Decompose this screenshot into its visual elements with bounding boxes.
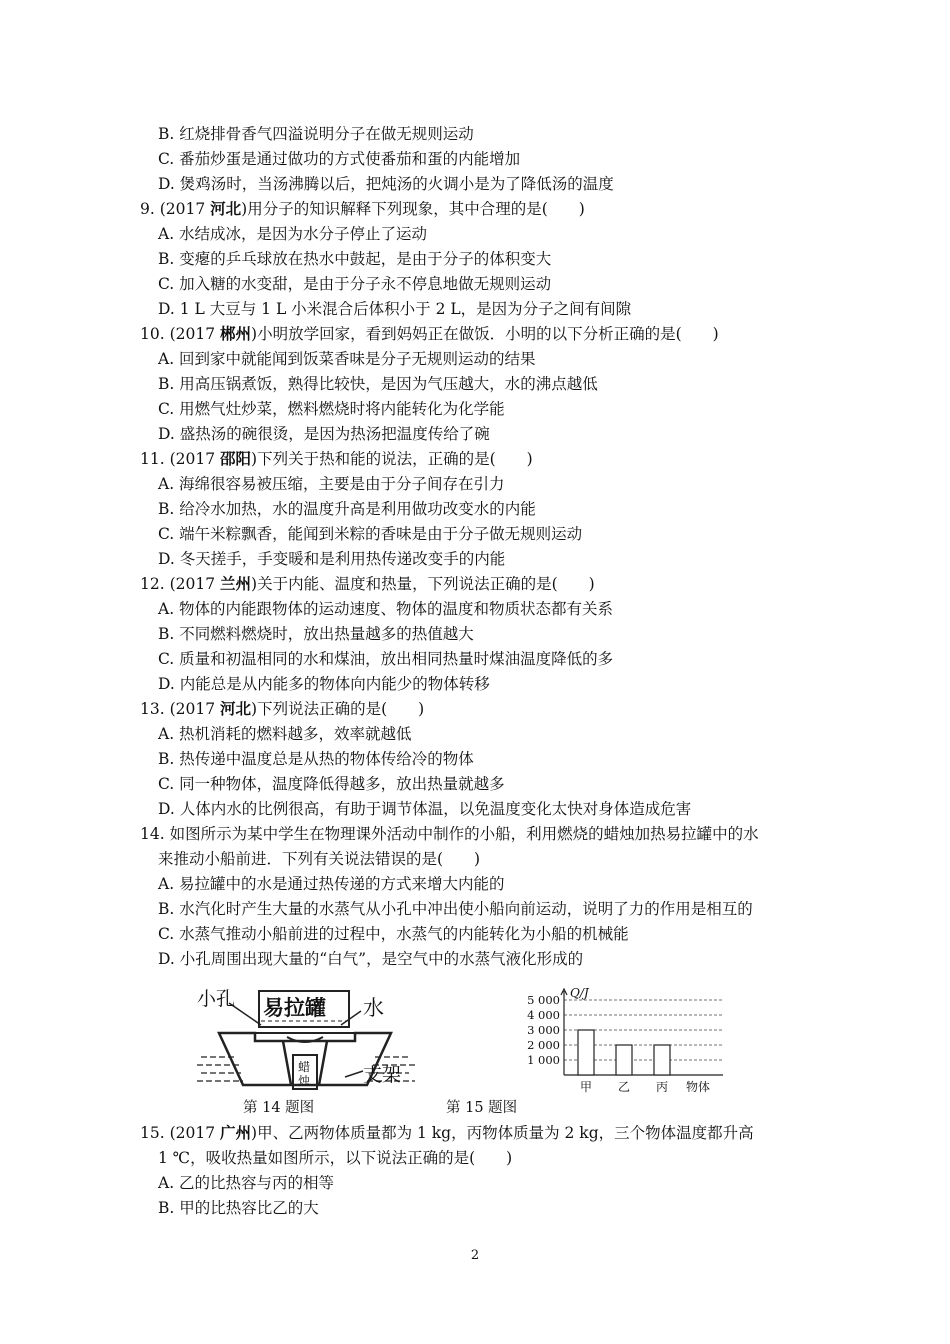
q12-option-b: B. 不同燃料燃烧时，放出热量越多的热值越大 [158,625,474,643]
q14-stem-line1: 14. 如图所示为某中学生在物理课外活动中制作的小船，利用燃烧的蜡烛加热易拉罐中的水 [140,825,759,843]
q12-stem: 12. (2017 兰州)关于内能、温度和热量，下列说法正确的是( ) [140,574,595,593]
q15-stem-line2: 1 ℃，吸收热量如图所示，以下说法正确的是( ) [158,1149,513,1167]
q9-stem: 9. (2017 河北)用分子的知识解释下列现象，其中合理的是( ) [140,199,585,218]
label-stand: 支架 [363,1064,402,1086]
y-tick-label: 5 000 [527,993,560,1007]
y-axis-label: Q/J [570,986,589,1000]
q13-option-b: B. 热传递中温度总是从热的物体传给冷的物体 [158,750,474,768]
y-tick-label: 2 000 [527,1038,560,1052]
q10-option-b: B. 用高压锅煮饭，熟得比较快，是因为气压越大，水的沸点越低 [158,375,598,393]
q12-option-a: A. 物体的内能跟物体的运动速度、物体的温度和物质状态都有关系 [158,600,614,618]
y-tick-label: 3 000 [527,1023,560,1037]
q9-option-d: D. 1 L 大豆与 1 L 小米混合后体积小于 2 L，是因为分子之间有间隙 [158,300,632,318]
q14-option-d: D. 小孔周围出现大量的“白气”，是空气中的水蒸气液化形成的 [158,950,584,968]
heat-bar-chart [518,985,723,1097]
q9-option-b: B. 变瘪的乒乓球放在热水中鼓起，是由于分子的体积变大 [158,250,552,268]
q15-stem: 15. (2017 广州)甲、乙两物体质量都为 1 kg，丙物体质量为 2 kg，三个物体温度都升高 [140,1123,754,1142]
bar-2 [616,1045,632,1075]
q8-option-d: D. 煲鸡汤时，当汤沸腾以后，把炖汤的火调小是为了降低汤的温度 [158,175,614,193]
q14-option-a: A. 易拉罐中的水是通过热传递的方式来增大内能的 [158,875,505,893]
q8-option-b: B. 红烧排骨香气四溢说明分子在做无规则运动 [158,125,474,143]
q15-option-a: A. 乙的比热容与丙的相等 [158,1174,335,1192]
bar-1 [578,1030,594,1075]
y-tick-label: 1 000 [527,1053,560,1067]
label-can: 易拉罐 [263,996,326,1020]
q8-option-c: C. 番茄炒蛋是通过做功的方式使番茄和蛋的内能增加 [158,150,521,168]
boat-diagram [195,985,425,1097]
q9-option-c: C. 加入糖的水变甜，是由于分子永不停息地做无规则运动 [158,275,552,293]
figure-14-caption: 第 14 题图 [243,1100,315,1116]
y-tick-label: 4 000 [527,1008,560,1022]
x-category-label: 甲 [579,1080,593,1094]
q11-option-a: A. 海绵很容易被压缩，主要是由于分子间存在引力 [158,475,505,493]
q14-option-c: C. 水蒸气推动小船前进的过程中，水蒸气的内能转化为小船的机械能 [158,925,629,943]
q13-stem: 13. (2017 河北)下列说法正确的是( ) [140,699,425,718]
q13-option-d: D. 人体内水的比例很高，有助于调节体温，以免温度变化太快对身体造成危害 [158,800,692,818]
q12-option-c: C. 质量和初温相同的水和煤油，放出相同热量时煤油温度降低的多 [158,650,614,668]
q11-stem: 11. (2017 邵阳)下列关于热和能的说法，正确的是( ) [140,449,533,468]
q10-option-c: C. 用燃气灶炒菜，燃料燃烧时将内能转化为化学能 [158,400,505,418]
q11-option-b: B. 给冷水加热，水的温度升高是利用做功改变水的内能 [158,500,536,518]
q10-option-a: A. 回到家中就能闻到饭菜香味是分子无规则运动的结果 [158,350,536,368]
label-candle-1: 蜡 [298,1060,311,1074]
figure-15-caption: 第 15 题图 [446,1100,518,1116]
x-category-label: 乙 [617,1080,631,1094]
q14-stem-line2: 来推动小船前进．下列有关说法错误的是( ) [158,850,481,868]
bar-3 [654,1045,670,1075]
q11-option-d: D. 冬天搓手，手变暖和是利用热传递改变手的内能 [158,550,506,568]
label-water: 水 [363,996,384,1020]
q9-option-a: A. 水结成冰，是因为水分子停止了运动 [158,225,428,243]
q12-option-d: D. 内能总是从内能多的物体向内能少的物体转移 [158,675,490,693]
x-category-label: 丙 [655,1080,669,1094]
q10-option-d: D. 盛热汤的碗很烫，是因为热汤把温度传给了碗 [158,425,490,443]
q13-option-c: C. 同一种物体，温度降低得越多，放出热量就越多 [158,775,505,793]
q15-option-b: B. 甲的比热容比乙的大 [158,1199,319,1217]
q10-stem: 10. (2017 郴州)小明放学回家，看到妈妈正在做饭．小明的以下分析正确的是( ) [140,324,719,343]
x-axis-label: 物体 [686,1080,711,1094]
q13-option-a: A. 热机消耗的燃料越多，效率就越低 [158,725,412,743]
q14-option-b: B. 水汽化时产生大量的水蒸气从小孔中冲出使小船向前运动，说明了力的作用是相互的 [158,900,753,918]
q11-option-c: C. 端午米粽飘香，能闻到米粽的香味是由于分子做无规则运动 [158,525,583,543]
label-candle-2: 烛 [298,1074,311,1088]
label-hole: 小孔 [197,988,236,1010]
page-number: 2 [470,1248,480,1263]
